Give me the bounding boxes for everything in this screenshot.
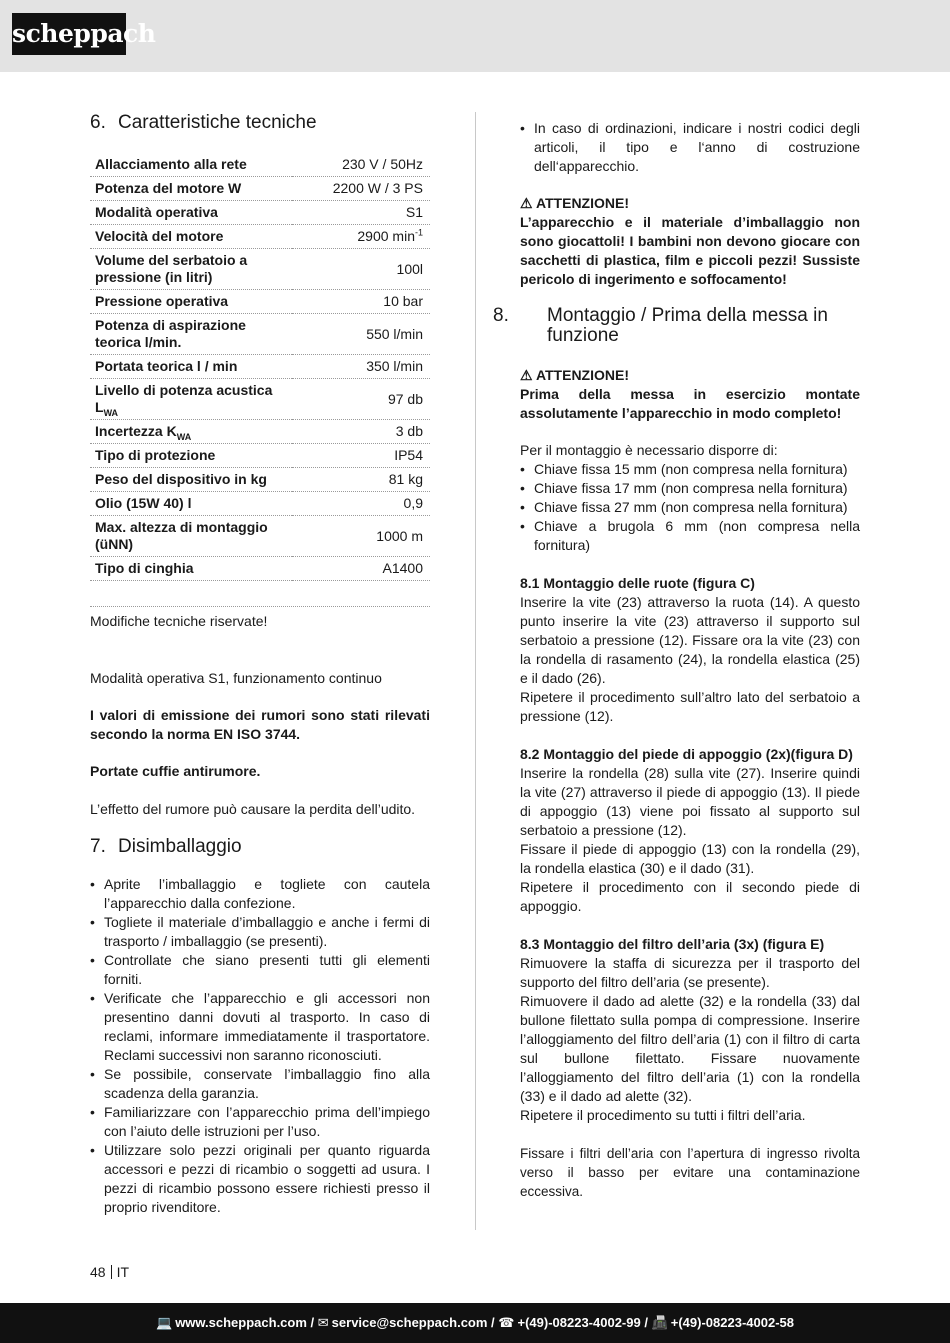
section-8-heading: 8. Montaggio / Prima della messa in funzione	[493, 305, 828, 346]
spec-value: 230 V / 50Hz	[292, 153, 430, 177]
fax-icon: 📠	[651, 1315, 668, 1330]
spec-label: Potenza del motore W	[90, 177, 292, 201]
modifiche-note: Modifiche tecniche riservate!	[90, 613, 268, 629]
section-6-heading: 6. Caratteristiche tecniche	[90, 112, 317, 133]
spec-label: Tipo di cinghia	[90, 557, 292, 581]
ordering-list	[520, 119, 860, 176]
warning-triangle-icon: ⚠	[520, 367, 533, 383]
subsection-8-2-text: Inserire la rondella (28) sulla vite (27). Inserire quindi la vite (27) attraverso il piede di appoggio (13). Il piede di appoggio (13) viene poi fissato al supporto sul serbatoio a pressione (12).	[520, 765, 860, 838]
page-number: 48 IT	[90, 1264, 130, 1280]
spec-value: 10 bar	[292, 290, 430, 314]
left-column	[90, 112, 430, 1217]
subsection-8-3-text: Rimuovere la staffa di sicurezza per il trasporto del supporto del filtro dell’aria (se presente).	[520, 955, 860, 990]
header-bar	[0, 0, 950, 72]
spec-label: Velocità del motore	[90, 225, 292, 249]
page-separator	[111, 1265, 112, 1279]
spec-row	[90, 290, 430, 314]
ear-protection-note: Portate cuffie antirumore.	[90, 763, 261, 779]
list-item: • Familiarizzare con l’apparecchio prima dell’impiego con l’aiuto delle istruzioni per l’uso.	[90, 1103, 430, 1141]
spec-table	[90, 153, 430, 581]
phone-icon: ☎	[498, 1315, 515, 1330]
spec-value: 81 kg	[292, 468, 430, 492]
spec-value: 2900 $\min^{-1}$	[292, 225, 430, 249]
list-item: • Chiave a brugola 6 mm (non compresa nella fornitura)	[520, 517, 860, 555]
right-column	[493, 112, 860, 1201]
warning-2-title: ⚠ ATTENZIONE!	[520, 367, 630, 383]
spec-row	[90, 420, 430, 444]
spec-value: S1	[292, 201, 430, 225]
list-item: • Controllate che siano presenti tutti gli elementi forniti.	[90, 951, 430, 989]
emission-note: I valori di emissione dei rumori sono stati rilevati secondo la norma EN ISO 3744.	[90, 707, 430, 742]
spec-label: Portata teorica l / min	[90, 355, 292, 379]
subsection-8-1-text: Inserire la vite (23) attraverso la ruota (14). A questo punto inserire la vite (23) attraverso il supporto sul serbatoio a pressione (12). Fissare ora la vite (23) con la rondella di rasamento (24), la rondella elastica (25) e il dado (26).	[520, 594, 860, 686]
spec-label: Modalità operativa	[90, 201, 292, 225]
warning-1-text: L’apparecchio e il materiale d’imballaggio non sono giocattoli! I bambini non devono giocare con sacchetti di plastica, film e piccoli pezzi! Sussiste pericolo di ingerimento e soffocamento!	[520, 214, 860, 287]
spec-label: Livello di potenza acustica $L_{WA}$	[90, 379, 292, 420]
spec-row	[90, 153, 430, 177]
spec-label: Tipo di protezione	[90, 444, 292, 468]
unpacking-list	[90, 875, 430, 1217]
spec-row	[90, 468, 430, 492]
list-item: • Chiave fissa 15 mm (non compresa nella fornitura)	[520, 460, 860, 479]
spec-value: 100l	[292, 249, 430, 290]
spec-row	[90, 201, 430, 225]
contact-bar	[0, 1303, 950, 1343]
noise-effect-note: L’effetto del rumore può causare la perdita dell’udito.	[90, 801, 416, 817]
spec-label: Peso del dispositivo in kg	[90, 468, 292, 492]
list-item: • Chiave fissa 27 mm (non compresa nella fornitura)	[520, 498, 860, 517]
spec-row	[90, 249, 430, 290]
spec-label: Potenza di aspirazione teorica l/min.	[90, 314, 292, 355]
spec-value: IP54	[292, 444, 430, 468]
subsection-8-2-text: Ripetere il procedimento con il secondo piede di appoggio.	[520, 879, 860, 914]
subsection-8-3-text: Ripetere il procedimento su tutti i filtri dell’aria.	[520, 1107, 806, 1123]
spec-value: 2200 W / 3 PS	[292, 177, 430, 201]
spec-row	[90, 492, 430, 516]
spec-value: 1000 m	[292, 516, 430, 557]
spec-row	[90, 225, 430, 249]
subsection-8-2-text: Fissare il piede di appoggio (13) con la rondella (29), la rondella elastica (30) e il dado (31).	[520, 841, 860, 876]
spec-value: 550 l/min	[292, 314, 430, 355]
spec-label: Volume del serbatoio a pressione (in litri)	[90, 249, 292, 290]
spec-table-end-line	[90, 581, 430, 607]
fax-number: +(49)-08223-4002-58	[670, 1315, 794, 1330]
spec-label: Pressione operativa	[90, 290, 292, 314]
spec-row	[90, 177, 430, 201]
list-item: • Aprite l’imballaggio e togliete con cautela l’apparecchio dalla confezione.	[90, 875, 430, 913]
subsection-8-3-text: Fissare i filtri dell’aria con l’apertura di ingresso rivolta verso il basso per evitare una contaminazione eccessiva.	[520, 1146, 860, 1199]
subsection-8-2-title: 8.2 Montaggio del piede di appoggio (2x)(figura D)	[520, 746, 853, 762]
spec-row	[90, 314, 430, 355]
subsection-8-1-title: 8.1 Montaggio delle ruote (figura C)	[520, 575, 755, 591]
spec-label: Incertezza $K_{WA}$	[90, 420, 292, 444]
email-icon: ✉	[317, 1315, 329, 1330]
modalita-note: Modalità operativa S1, funzionamento continuo	[90, 670, 382, 686]
spec-label: Olio (15W 40) l	[90, 492, 292, 516]
list-item: • In caso di ordinazioni, indicare i nostri codici degli articoli, il tipo e l‘anno di costruzione dell‘apparecchio.	[520, 119, 860, 176]
list-item: • Verificate che l’apparecchio e gli accessori non presentino danni dovuti al trasporto. In caso di reclami, informare immediatamente il trasportatore. Reclami successivi non saranno riconosciuti.	[90, 989, 430, 1065]
column-divider	[475, 112, 476, 1230]
warning-1-title: ⚠ ATTENZIONE!	[520, 195, 630, 211]
spec-value: 3 db	[292, 420, 430, 444]
list-item: • Se possibile, conservate l’imballaggio fino alla scadenza della garanzia.	[90, 1065, 430, 1103]
spec-value: 350 l/min	[292, 355, 430, 379]
computer-icon: 💻	[156, 1315, 173, 1330]
phone-number: +(49)-08223-4002-99 /	[517, 1315, 648, 1330]
spec-row	[90, 444, 430, 468]
tools-list	[520, 460, 860, 555]
section-7-heading: 7. Disimballaggio	[90, 836, 242, 857]
subsection-8-3-text: Rimuovere il dado ad alette (32) e la rondella (33) dal bullone filettato sulla pompa di compressione. Inserire l’alloggiamento del filtro dell’aria (1) con il filtro di carta sul bullone filettato. Fissare nuovamente l’alloggiamento del filtro dell’aria (1) con la rondella (33) e il dado ad alette (32).	[520, 993, 860, 1104]
spec-row	[90, 516, 430, 557]
subsection-8-1-text: Ripetere il procedimento sull’altro lato del serbatoio a pressione (12).	[520, 689, 860, 724]
website-link[interactable]: www.scheppach.com /	[175, 1315, 315, 1330]
list-item: • Utilizzare solo pezzi originali per quanto riguarda accessori e pezzi di ricambio o soggetti ad usura. I pezzi di ricambio possono essere richiesti presso il proprio rivenditore.	[90, 1141, 430, 1217]
list-item: • Chiave fissa 17 mm (non compresa nella fornitura)	[520, 479, 860, 498]
tools-intro: Per il montaggio è necessario disporre di:	[520, 442, 778, 458]
spec-label: Max. altezza di montaggio (üNN)	[90, 516, 292, 557]
email-link[interactable]: service@scheppach.com /	[331, 1315, 495, 1330]
spec-value: 97 db	[292, 379, 430, 420]
spec-value: A1400	[292, 557, 430, 581]
spec-row	[90, 379, 430, 420]
spec-value: 0,9	[292, 492, 430, 516]
subsection-8-3-title: 8.3 Montaggio del filtro dell’aria (3x) (figura E)	[520, 936, 825, 952]
spec-label: Allacciamento alla rete	[90, 153, 292, 177]
warning-2-text: Prima della messa in esercizio montate assolutamente l’apparecchio in modo completo!	[520, 386, 860, 421]
list-item: • Togliete il materiale d’imballaggio e anche i fermi di trasporto / imballaggio (se presenti).	[90, 913, 430, 951]
warning-triangle-icon: ⚠	[520, 195, 533, 211]
spec-row	[90, 355, 430, 379]
brand-logo: scheppach	[12, 13, 126, 55]
spec-row	[90, 557, 430, 581]
